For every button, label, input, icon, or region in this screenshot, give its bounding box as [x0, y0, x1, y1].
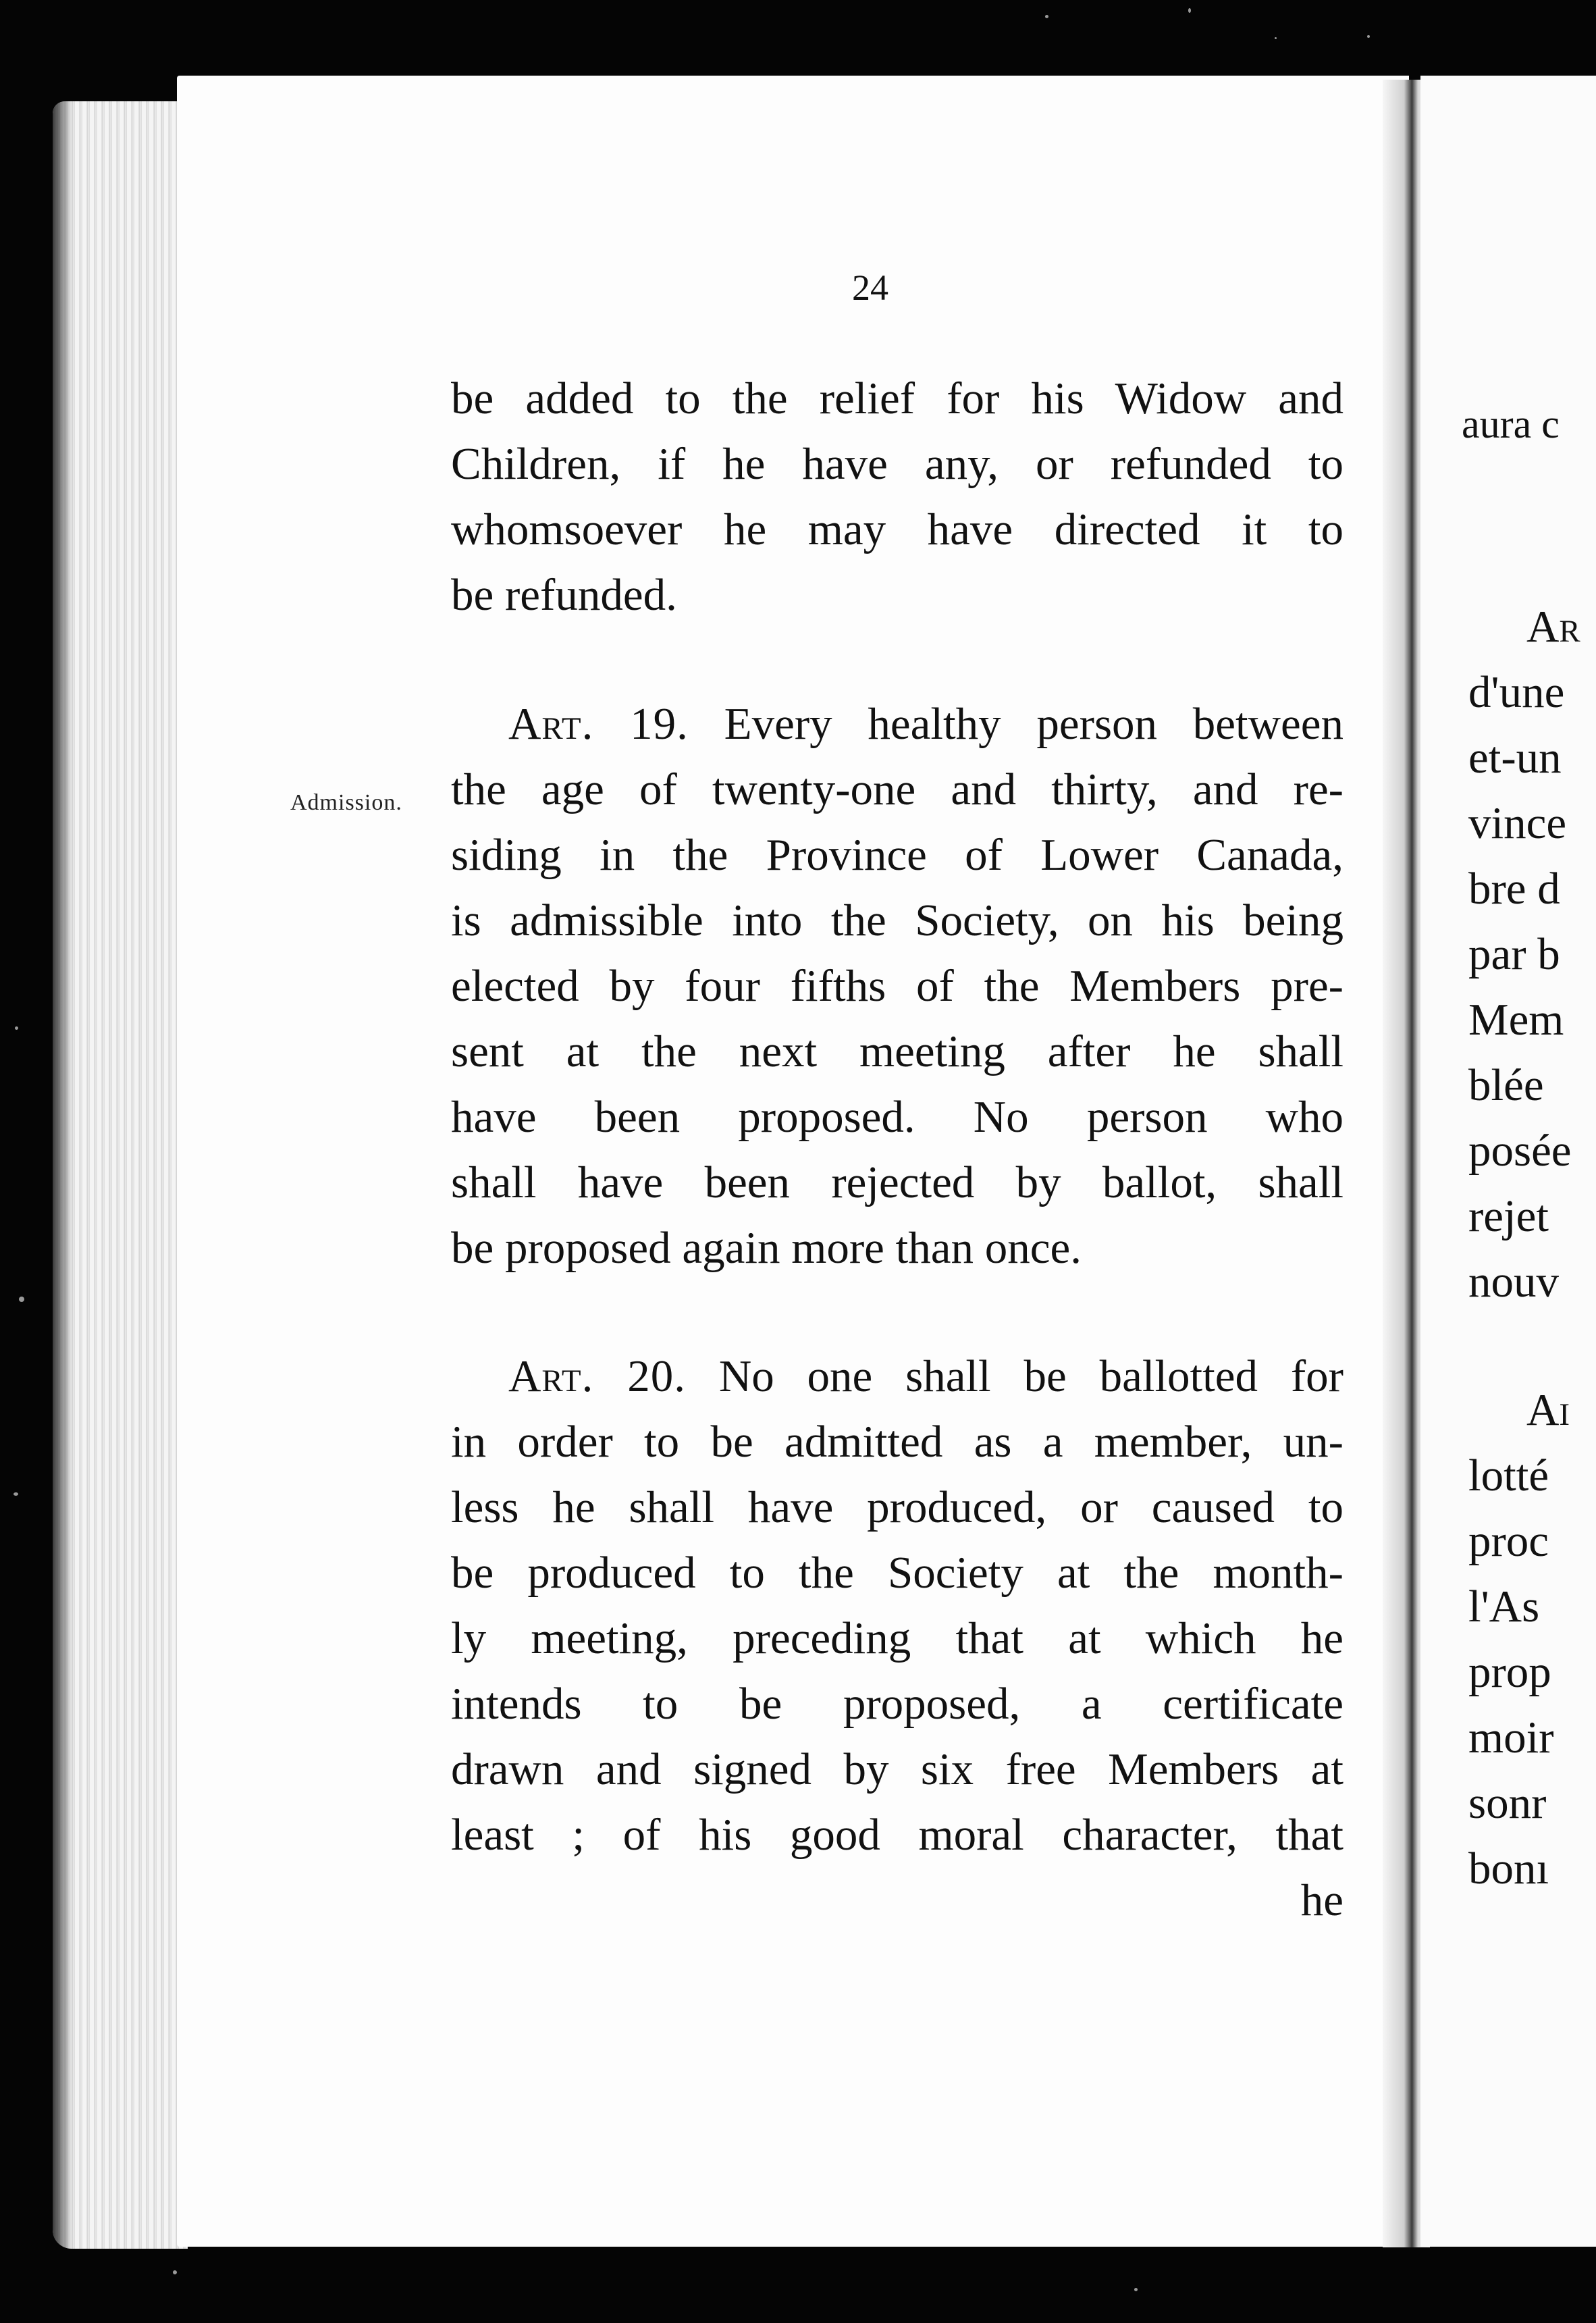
catchword: he — [1300, 1875, 1344, 1925]
facing-line: sonr — [1468, 1778, 1547, 1828]
facing-page-block-2 — [1468, 1378, 1596, 1902]
facing-line: bonı — [1468, 1844, 1549, 1894]
facing-page-block-1 — [1468, 594, 1596, 1315]
dust-speck — [1134, 2288, 1138, 2291]
facing-line: par b — [1468, 929, 1560, 979]
page-number: 24 — [852, 267, 888, 308]
text-line: be proposed again more than once. — [451, 1223, 1082, 1273]
text-line: be refunded. — [451, 570, 677, 620]
paragraph-continuation — [451, 366, 1344, 628]
dust-speck — [1188, 8, 1191, 13]
dust-speck — [1275, 37, 1277, 39]
article-20 — [451, 1344, 1344, 1933]
facing-line: prop — [1468, 1647, 1551, 1697]
text-line-body: No one shall be ballotted for — [718, 1351, 1344, 1401]
dust-speck — [15, 1026, 18, 1030]
text-line: least ; of his good moral character, that — [451, 1810, 1344, 1860]
facing-line: lotté — [1468, 1451, 1549, 1500]
facing-line: l'As — [1468, 1582, 1540, 1632]
text-line: drawn and signed by six free Members at — [451, 1744, 1344, 1794]
facing-line: et-un — [1468, 733, 1562, 783]
text-line: be added to the relief for his Widow and — [451, 373, 1344, 423]
facing-line: moir — [1468, 1713, 1554, 1763]
facing-line: posée — [1468, 1126, 1572, 1176]
article-label: Art. 20. — [508, 1351, 686, 1401]
text-line: in order to be admitted as a member, un- — [451, 1417, 1344, 1467]
text-line: sent at the next meeting after he shall — [451, 1026, 1344, 1076]
dust-speck — [19, 1297, 24, 1302]
text-line: elected by four fifths of the Members pre- — [451, 961, 1344, 1011]
facing-page-top-line — [1462, 392, 1589, 457]
text-line: whomsoever he may have directed it to — [451, 504, 1344, 554]
facing-line: vince — [1468, 798, 1567, 848]
facing-line: Ar — [1526, 602, 1580, 652]
facing-line: proc — [1468, 1516, 1549, 1566]
book-page-edges — [53, 101, 188, 2249]
text-line: less he shall have produced, or caused to — [451, 1482, 1344, 1532]
facing-line: rejet — [1468, 1191, 1549, 1241]
facing-line: blée — [1468, 1060, 1544, 1110]
article-19 — [451, 691, 1344, 1281]
text-line: is admissible into the Society, on his being — [451, 895, 1344, 945]
text-line: shall have been rejected by ballot, shall — [451, 1157, 1344, 1207]
text-line — [451, 1344, 1344, 1409]
text-line: siding in the Province of Lower Canada, — [451, 830, 1344, 880]
text-line: the age of twenty-one and thirty, and re- — [451, 764, 1344, 814]
text-line: be produced to the Society at the month- — [451, 1548, 1344, 1598]
dust-speck — [14, 1492, 18, 1496]
dust-speck — [173, 2270, 177, 2274]
text-line: ly meeting, preceding that at which he — [451, 1613, 1344, 1663]
dust-speck — [1045, 15, 1048, 18]
facing-line: nouv — [1468, 1257, 1559, 1307]
margin-note: Admission. — [290, 790, 402, 815]
text-line: Children, if he have any, or refunded to — [451, 439, 1344, 489]
text-line-body: Every healthy person between — [724, 699, 1344, 749]
text-line — [451, 691, 1344, 757]
dust-speck — [1367, 35, 1370, 38]
article-label: Art. 19. — [508, 699, 689, 749]
text-line: intends to be proposed, a certificate — [451, 1679, 1344, 1729]
facing-line: Aı — [1526, 1385, 1570, 1435]
facing-line: bre d — [1468, 864, 1560, 914]
facing-line: d'une — [1468, 667, 1565, 717]
facing-line: aura c — [1462, 402, 1560, 446]
text-line: have been proposed. No person who — [451, 1092, 1344, 1142]
facing-line: Mem — [1468, 995, 1564, 1045]
